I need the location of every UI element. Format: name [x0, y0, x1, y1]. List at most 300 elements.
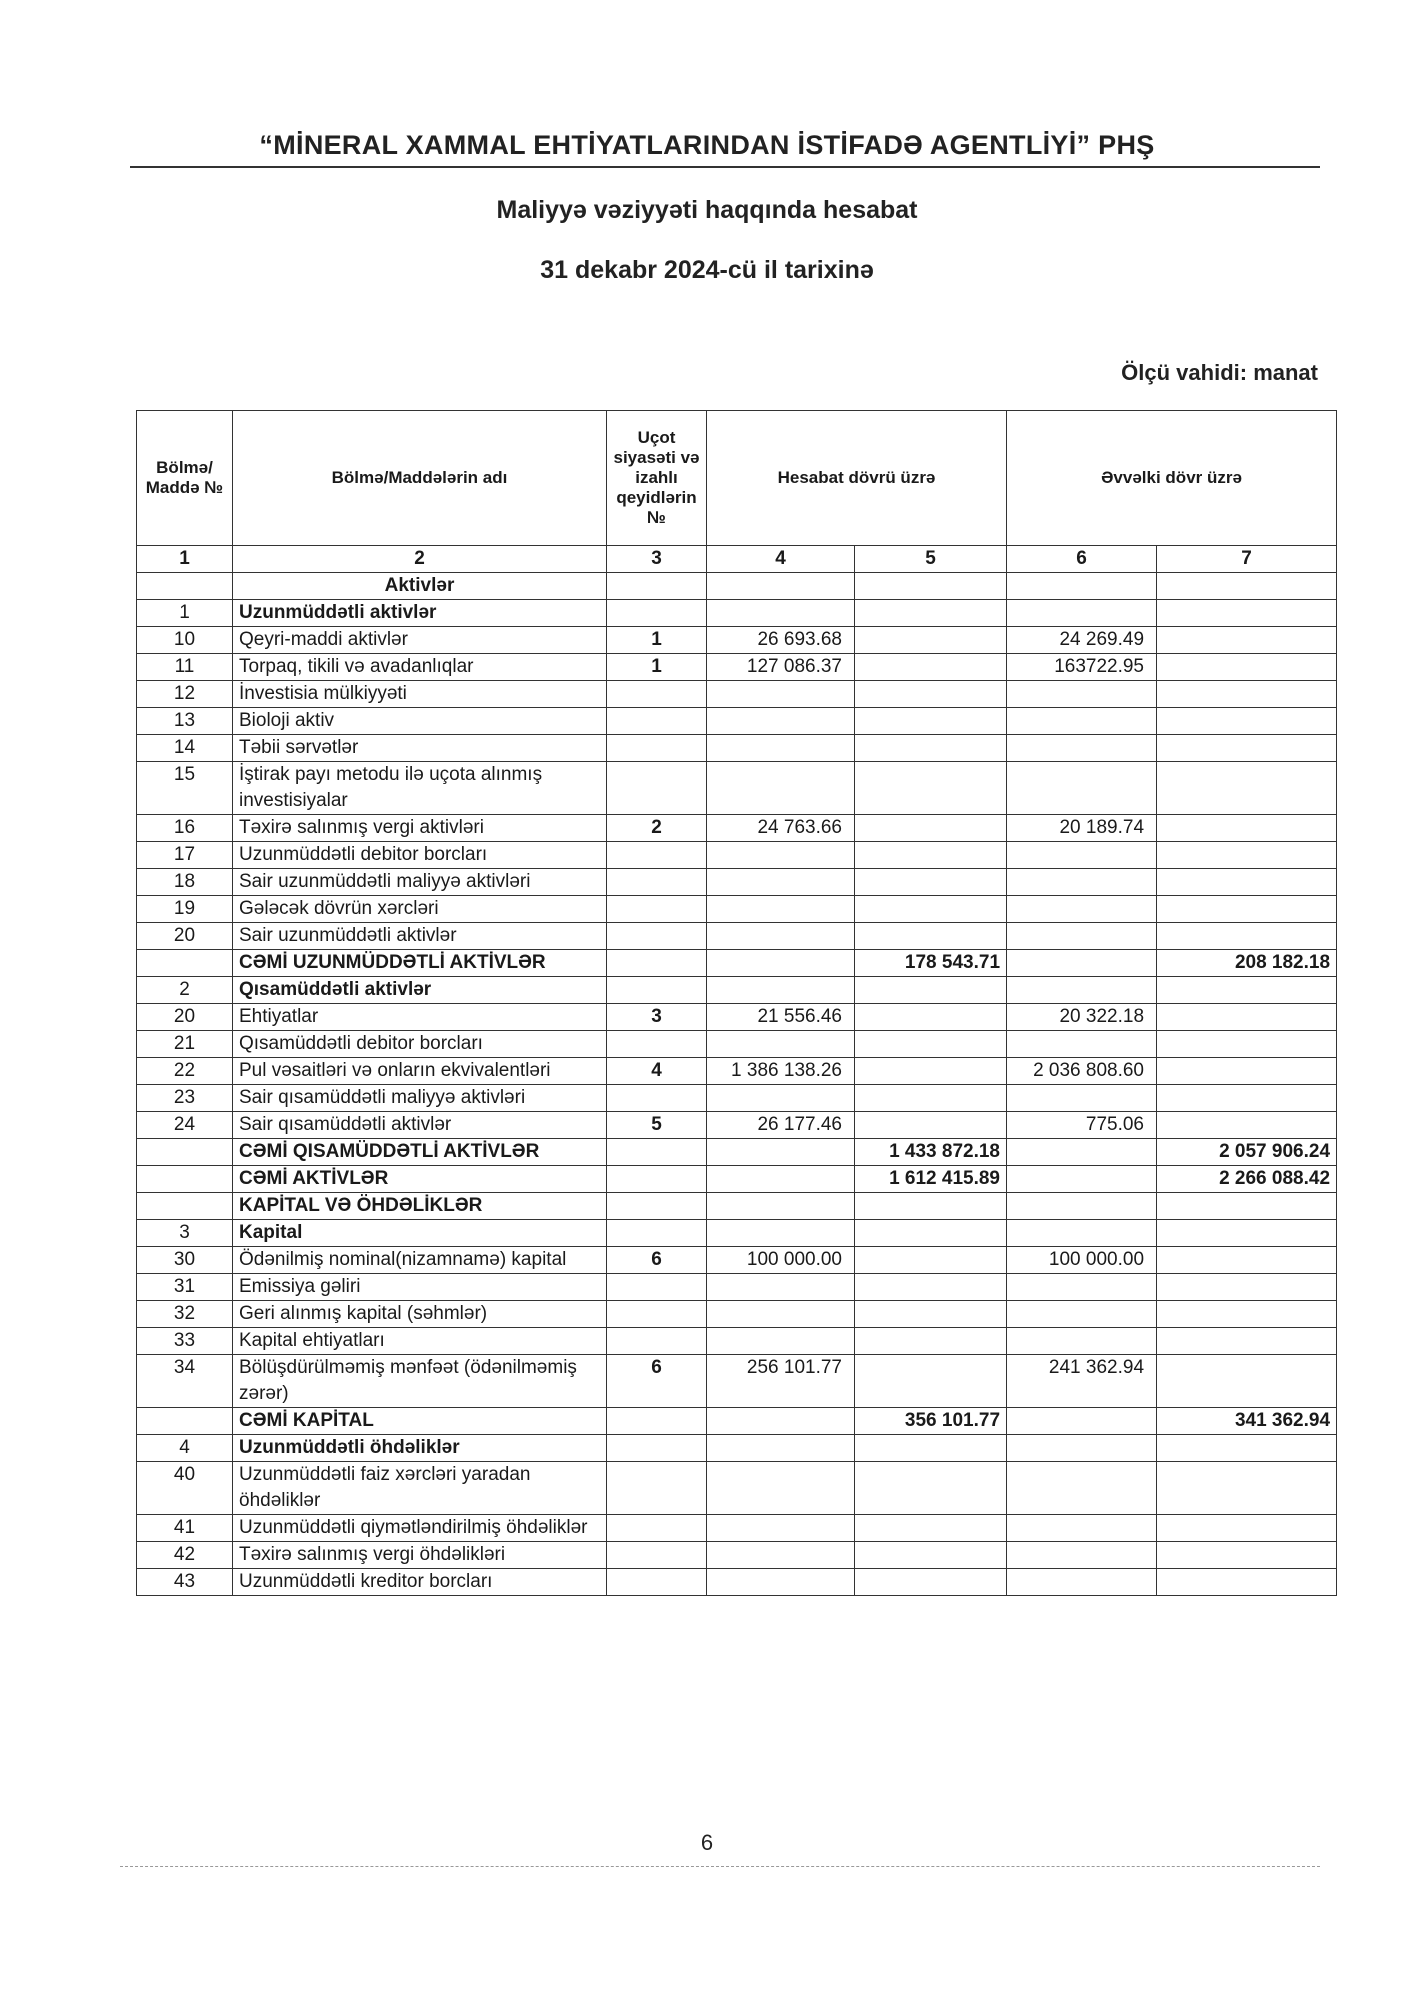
table-row — [137, 1462, 1337, 1515]
row-previous-detail — [1007, 1435, 1157, 1462]
column-number-row — [137, 546, 1337, 573]
row-code: 10 — [137, 627, 233, 654]
row-current-detail: 24 763.66 — [707, 815, 855, 842]
row-note-number: 1 — [607, 654, 707, 681]
table-row — [137, 1435, 1337, 1462]
row-previous-detail — [1007, 600, 1157, 627]
row-current-total — [855, 1515, 1007, 1542]
table-row — [137, 1058, 1337, 1085]
row-item-name: İştirak payı metodu ilə uçota alınmış investisiyalar — [233, 762, 607, 815]
column-number: 3 — [607, 546, 707, 573]
row-note-number — [607, 1193, 707, 1220]
row-current-total — [855, 681, 1007, 708]
row-previous-total — [1157, 1274, 1337, 1301]
row-previous-detail — [1007, 1274, 1157, 1301]
measurement-unit: Ölçü vahidi: manat — [1121, 360, 1318, 385]
row-current-total: 178 543.71 — [855, 950, 1007, 977]
table-row — [137, 1004, 1337, 1031]
row-current-detail — [707, 923, 855, 950]
row-current-total — [855, 1247, 1007, 1274]
row-current-detail — [707, 1435, 855, 1462]
row-previous-detail — [1007, 842, 1157, 869]
row-previous-total — [1157, 1435, 1337, 1462]
row-note-number — [607, 708, 707, 735]
row-note-number — [607, 977, 707, 1004]
row-code: 3 — [137, 1220, 233, 1247]
table-header-row — [137, 411, 1337, 546]
row-previous-detail: 241 362.94 — [1007, 1355, 1157, 1408]
row-item-name: Torpaq, tikili və avadanlıqlar — [233, 654, 607, 681]
row-item-name: Uzunmüddətli faiz xərcləri yaradan öhdəliklər — [233, 1462, 607, 1515]
row-previous-total — [1157, 735, 1337, 762]
row-previous-detail — [1007, 1542, 1157, 1569]
row-note-number — [607, 1515, 707, 1542]
row-note-number — [607, 1301, 707, 1328]
row-code: 12 — [137, 681, 233, 708]
row-current-detail — [707, 762, 855, 815]
row-note-number — [607, 1328, 707, 1355]
row-previous-total — [1157, 896, 1337, 923]
table-row — [137, 1193, 1337, 1220]
row-current-total — [855, 1193, 1007, 1220]
row-current-detail — [707, 1301, 855, 1328]
row-previous-detail — [1007, 1301, 1157, 1328]
document-title: Maliyyə vəziyyəti haqqında hesabat — [496, 196, 918, 224]
row-current-detail: 21 556.46 — [707, 1004, 855, 1031]
row-previous-detail — [1007, 1085, 1157, 1112]
row-current-total — [855, 842, 1007, 869]
row-note-number — [607, 1408, 707, 1435]
row-current-total — [855, 735, 1007, 762]
row-current-detail — [707, 950, 855, 977]
row-note-number — [607, 1569, 707, 1596]
row-previous-detail — [1007, 923, 1157, 950]
row-previous-detail: 24 269.49 — [1007, 627, 1157, 654]
document-date: 31 dekabr 2024-cü il tarixinə — [540, 256, 874, 284]
row-note-number: 6 — [607, 1247, 707, 1274]
row-note-number — [607, 896, 707, 923]
row-code: 23 — [137, 1085, 233, 1112]
row-previous-detail — [1007, 1462, 1157, 1515]
row-previous-total — [1157, 842, 1337, 869]
table-row — [137, 600, 1337, 627]
row-previous-total — [1157, 923, 1337, 950]
row-item-name: CƏMİ AKTİVLƏR — [233, 1166, 607, 1193]
row-code: 20 — [137, 1004, 233, 1031]
column-number: 7 — [1157, 546, 1337, 573]
row-item-name: Kapital ehtiyatları — [233, 1328, 607, 1355]
row-current-total — [855, 1220, 1007, 1247]
row-note-number — [607, 1085, 707, 1112]
row-previous-total — [1157, 815, 1337, 842]
table-row — [137, 1328, 1337, 1355]
row-current-detail — [707, 1193, 855, 1220]
row-previous-detail — [1007, 1193, 1157, 1220]
table-row — [137, 950, 1337, 977]
table-row — [137, 1355, 1337, 1408]
table-row — [137, 1112, 1337, 1139]
row-previous-total — [1157, 1462, 1337, 1515]
table-row — [137, 627, 1337, 654]
row-previous-detail — [1007, 708, 1157, 735]
row-previous-detail — [1007, 735, 1157, 762]
row-current-total — [855, 1274, 1007, 1301]
row-current-total — [855, 600, 1007, 627]
row-previous-total — [1157, 1569, 1337, 1596]
header-previous-period: Əvvəlki dövr üzrə — [1007, 411, 1337, 546]
row-item-name: KAPİTAL VƏ ÖHDƏLİKLƏR — [233, 1193, 607, 1220]
row-code: 16 — [137, 815, 233, 842]
row-current-detail — [707, 1274, 855, 1301]
row-note-number — [607, 1462, 707, 1515]
row-note-number: 3 — [607, 1004, 707, 1031]
row-current-detail — [707, 1542, 855, 1569]
row-code: 40 — [137, 1462, 233, 1515]
row-previous-total — [1157, 1328, 1337, 1355]
row-previous-detail — [1007, 1166, 1157, 1193]
row-note-number: 6 — [607, 1355, 707, 1408]
row-note-number — [607, 1139, 707, 1166]
row-code: 30 — [137, 1247, 233, 1274]
table-row — [137, 977, 1337, 1004]
row-current-detail: 1 386 138.26 — [707, 1058, 855, 1085]
table-row — [137, 1515, 1337, 1542]
row-previous-detail — [1007, 977, 1157, 1004]
row-previous-total — [1157, 654, 1337, 681]
table-row — [137, 1274, 1337, 1301]
row-current-total: 1 612 415.89 — [855, 1166, 1007, 1193]
row-current-total — [855, 815, 1007, 842]
row-current-total — [855, 1301, 1007, 1328]
row-item-name: Sair qısamüddətli aktivlər — [233, 1112, 607, 1139]
header-item-name: Bölmə/Maddələrin adı — [233, 411, 607, 546]
row-previous-total — [1157, 1031, 1337, 1058]
row-current-detail: 100 000.00 — [707, 1247, 855, 1274]
row-previous-detail: 2 036 808.60 — [1007, 1058, 1157, 1085]
table-row — [137, 1247, 1337, 1274]
row-current-detail — [707, 1515, 855, 1542]
table-row — [137, 1569, 1337, 1596]
row-item-name: Uzunmüddətli debitor borcları — [233, 842, 607, 869]
row-item-name: Emissiya gəliri — [233, 1274, 607, 1301]
row-previous-total — [1157, 1058, 1337, 1085]
row-previous-detail — [1007, 1515, 1157, 1542]
row-current-total — [855, 1569, 1007, 1596]
row-note-number — [607, 573, 707, 600]
row-previous-detail: 775.06 — [1007, 1112, 1157, 1139]
row-item-name: CƏMİ KAPİTAL — [233, 1408, 607, 1435]
row-previous-detail — [1007, 950, 1157, 977]
row-code — [137, 1139, 233, 1166]
row-note-number — [607, 1166, 707, 1193]
row-item-name: Geri alınmış kapital (səhmlər) — [233, 1301, 607, 1328]
table-row — [137, 573, 1337, 600]
column-number: 4 — [707, 546, 855, 573]
row-code — [137, 1166, 233, 1193]
row-current-total — [855, 708, 1007, 735]
row-current-detail — [707, 573, 855, 600]
row-note-number — [607, 1542, 707, 1569]
row-note-number — [607, 681, 707, 708]
row-previous-total — [1157, 977, 1337, 1004]
row-item-name: Sair qısamüddətli maliyyə aktivləri — [233, 1085, 607, 1112]
row-current-detail — [707, 681, 855, 708]
row-item-name: Gələcək dövrün xərcləri — [233, 896, 607, 923]
row-current-detail — [707, 1085, 855, 1112]
row-current-total — [855, 896, 1007, 923]
row-item-name: Təxirə salınmış vergi aktivləri — [233, 815, 607, 842]
column-number: 1 — [137, 546, 233, 573]
row-item-name: Aktivlər — [233, 573, 607, 600]
row-note-number — [607, 735, 707, 762]
row-current-detail — [707, 977, 855, 1004]
row-current-detail — [707, 869, 855, 896]
row-current-detail: 26 693.68 — [707, 627, 855, 654]
row-note-number: 1 — [607, 627, 707, 654]
table-row — [137, 708, 1337, 735]
row-current-detail — [707, 708, 855, 735]
row-item-name: Təbii sərvətlər — [233, 735, 607, 762]
row-current-total — [855, 1355, 1007, 1408]
row-current-total — [855, 1004, 1007, 1031]
row-current-detail — [707, 842, 855, 869]
row-previous-total — [1157, 600, 1337, 627]
page-number: 6 — [700, 1830, 714, 1855]
row-item-name: Bölüşdürülməmiş mənfəət (ödənilməmiş zərər) — [233, 1355, 607, 1408]
row-code: 15 — [137, 762, 233, 815]
row-note-number — [607, 950, 707, 977]
row-item-name: Kapital — [233, 1220, 607, 1247]
row-current-detail — [707, 600, 855, 627]
row-current-total — [855, 1112, 1007, 1139]
row-previous-total — [1157, 708, 1337, 735]
table-row — [137, 1408, 1337, 1435]
table-row — [137, 1139, 1337, 1166]
row-item-name: Uzunmüddətli öhdəliklər — [233, 1435, 607, 1462]
row-note-number — [607, 923, 707, 950]
organization-title: “MİNERAL XAMMAL EHTİYATLARINDAN İSTİFADƏ AGENTLİYİ” PHŞ — [259, 130, 1155, 160]
row-current-total — [855, 1328, 1007, 1355]
row-previous-detail — [1007, 1569, 1157, 1596]
row-item-name: Uzunmüddətli kreditor borcları — [233, 1569, 607, 1596]
row-current-total — [855, 654, 1007, 681]
row-previous-detail: 163722.95 — [1007, 654, 1157, 681]
row-item-name: Təxirə salınmış vergi öhdəlikləri — [233, 1542, 607, 1569]
row-note-number — [607, 1435, 707, 1462]
row-item-name: İnvestisia mülkiyyəti — [233, 681, 607, 708]
row-previous-total — [1157, 1112, 1337, 1139]
row-code: 4 — [137, 1435, 233, 1462]
table-row — [137, 923, 1337, 950]
row-code — [137, 950, 233, 977]
row-current-detail — [707, 1328, 855, 1355]
row-previous-total — [1157, 1542, 1337, 1569]
row-code — [137, 1193, 233, 1220]
row-previous-detail — [1007, 896, 1157, 923]
row-note-number: 4 — [607, 1058, 707, 1085]
table-row — [137, 762, 1337, 815]
balance-sheet-table-wrap — [136, 410, 1337, 1596]
table-row — [137, 1166, 1337, 1193]
row-current-detail: 256 101.77 — [707, 1355, 855, 1408]
table-row — [137, 1220, 1337, 1247]
row-previous-detail — [1007, 1031, 1157, 1058]
row-current-total — [855, 1031, 1007, 1058]
row-note-number — [607, 1031, 707, 1058]
row-current-total: 356 101.77 — [855, 1408, 1007, 1435]
row-previous-total — [1157, 1515, 1337, 1542]
row-previous-detail: 20 189.74 — [1007, 815, 1157, 842]
row-previous-detail — [1007, 1408, 1157, 1435]
row-current-total — [855, 1435, 1007, 1462]
table-row — [137, 654, 1337, 681]
row-note-number — [607, 1220, 707, 1247]
row-current-detail — [707, 1166, 855, 1193]
row-code: 32 — [137, 1301, 233, 1328]
header-current-period: Hesabat dövrü üzrə — [707, 411, 1007, 546]
row-current-detail — [707, 1462, 855, 1515]
header-rule — [130, 166, 1320, 168]
row-previous-detail — [1007, 1139, 1157, 1166]
table-row — [137, 1085, 1337, 1112]
row-code: 31 — [137, 1274, 233, 1301]
row-previous-detail — [1007, 681, 1157, 708]
row-current-detail — [707, 1139, 855, 1166]
row-current-detail — [707, 1408, 855, 1435]
row-item-name: Qısamüddətli aktivlər — [233, 977, 607, 1004]
row-code: 17 — [137, 842, 233, 869]
row-previous-total — [1157, 681, 1337, 708]
row-item-name: Uzunmüddətli aktivlər — [233, 600, 607, 627]
row-note-number: 2 — [607, 815, 707, 842]
row-previous-detail — [1007, 1220, 1157, 1247]
row-current-detail: 127 086.37 — [707, 654, 855, 681]
row-previous-total — [1157, 762, 1337, 815]
row-current-total — [855, 1462, 1007, 1515]
row-current-detail — [707, 1031, 855, 1058]
row-item-name: Uzunmüddətli qiymətləndirilmiş öhdəliklər — [233, 1515, 607, 1542]
row-previous-total — [1157, 627, 1337, 654]
row-current-total — [855, 869, 1007, 896]
column-number: 5 — [855, 546, 1007, 573]
row-code: 11 — [137, 654, 233, 681]
table-row — [137, 1031, 1337, 1058]
row-code: 21 — [137, 1031, 233, 1058]
row-item-name: Ödənilmiş nominal(nizamnamə) kapital — [233, 1247, 607, 1274]
row-current-total — [855, 923, 1007, 950]
row-note-number — [607, 842, 707, 869]
row-code — [137, 573, 233, 600]
row-code: 41 — [137, 1515, 233, 1542]
table-row — [137, 815, 1337, 842]
row-previous-total: 208 182.18 — [1157, 950, 1337, 977]
row-code: 18 — [137, 869, 233, 896]
table-row — [137, 1301, 1337, 1328]
row-item-name: Qısamüddətli debitor borcları — [233, 1031, 607, 1058]
row-current-detail — [707, 1569, 855, 1596]
header-note-number: Uçot siyasəti və izahlı qeyidlərin № — [607, 411, 707, 546]
row-current-total — [855, 1058, 1007, 1085]
row-previous-total — [1157, 1085, 1337, 1112]
row-item-name: CƏMİ QISAMÜDDƏTLİ AKTİVLƏR — [233, 1139, 607, 1166]
row-current-total — [855, 762, 1007, 815]
row-previous-total: 341 362.94 — [1157, 1408, 1337, 1435]
row-code: 2 — [137, 977, 233, 1004]
row-current-total — [855, 627, 1007, 654]
row-previous-detail — [1007, 573, 1157, 600]
row-previous-total — [1157, 1193, 1337, 1220]
row-code: 13 — [137, 708, 233, 735]
row-previous-total — [1157, 573, 1337, 600]
row-item-name: Bioloji aktiv — [233, 708, 607, 735]
row-code — [137, 1408, 233, 1435]
row-previous-total — [1157, 1355, 1337, 1408]
table-row — [137, 735, 1337, 762]
row-code: 43 — [137, 1569, 233, 1596]
row-previous-total — [1157, 1301, 1337, 1328]
row-current-total — [855, 977, 1007, 1004]
table-row — [137, 869, 1337, 896]
row-note-number — [607, 600, 707, 627]
row-current-detail: 26 177.46 — [707, 1112, 855, 1139]
row-current-detail — [707, 1220, 855, 1247]
row-previous-total — [1157, 1004, 1337, 1031]
row-item-name: Qeyri-maddi aktivlər — [233, 627, 607, 654]
row-note-number — [607, 1274, 707, 1301]
row-current-total: 1 433 872.18 — [855, 1139, 1007, 1166]
row-previous-detail: 20 322.18 — [1007, 1004, 1157, 1031]
row-code: 19 — [137, 896, 233, 923]
header-section-number: Bölmə/ Maddə № — [137, 411, 233, 546]
row-item-name: Ehtiyatlar — [233, 1004, 607, 1031]
row-item-name: Sair uzunmüddətli aktivlər — [233, 923, 607, 950]
row-previous-detail — [1007, 869, 1157, 896]
row-previous-detail — [1007, 1328, 1157, 1355]
row-previous-detail: 100 000.00 — [1007, 1247, 1157, 1274]
row-previous-total: 2 266 088.42 — [1157, 1166, 1337, 1193]
row-item-name: Pul vəsaitləri və onların ekvivalentləri — [233, 1058, 607, 1085]
row-code: 14 — [137, 735, 233, 762]
row-note-number — [607, 762, 707, 815]
table-row — [137, 1542, 1337, 1569]
row-previous-total: 2 057 906.24 — [1157, 1139, 1337, 1166]
table-body — [137, 573, 1337, 1596]
table-row — [137, 896, 1337, 923]
row-current-total — [855, 1085, 1007, 1112]
row-previous-total — [1157, 1247, 1337, 1274]
row-current-total — [855, 573, 1007, 600]
column-number: 6 — [1007, 546, 1157, 573]
table-row — [137, 842, 1337, 869]
row-previous-total — [1157, 869, 1337, 896]
row-code: 34 — [137, 1355, 233, 1408]
row-code: 24 — [137, 1112, 233, 1139]
balance-sheet-table — [136, 410, 1337, 1596]
column-number: 2 — [233, 546, 607, 573]
row-code: 1 — [137, 600, 233, 627]
footer-rule — [120, 1866, 1320, 1867]
row-item-name: Sair uzunmüddətli maliyyə aktivləri — [233, 869, 607, 896]
row-current-detail — [707, 896, 855, 923]
row-previous-total — [1157, 1220, 1337, 1247]
row-current-total — [855, 1542, 1007, 1569]
row-code: 33 — [137, 1328, 233, 1355]
row-code: 22 — [137, 1058, 233, 1085]
row-item-name: CƏMİ UZUNMÜDDƏTLİ AKTİVLƏR — [233, 950, 607, 977]
row-code: 20 — [137, 923, 233, 950]
table-row — [137, 681, 1337, 708]
row-note-number — [607, 869, 707, 896]
